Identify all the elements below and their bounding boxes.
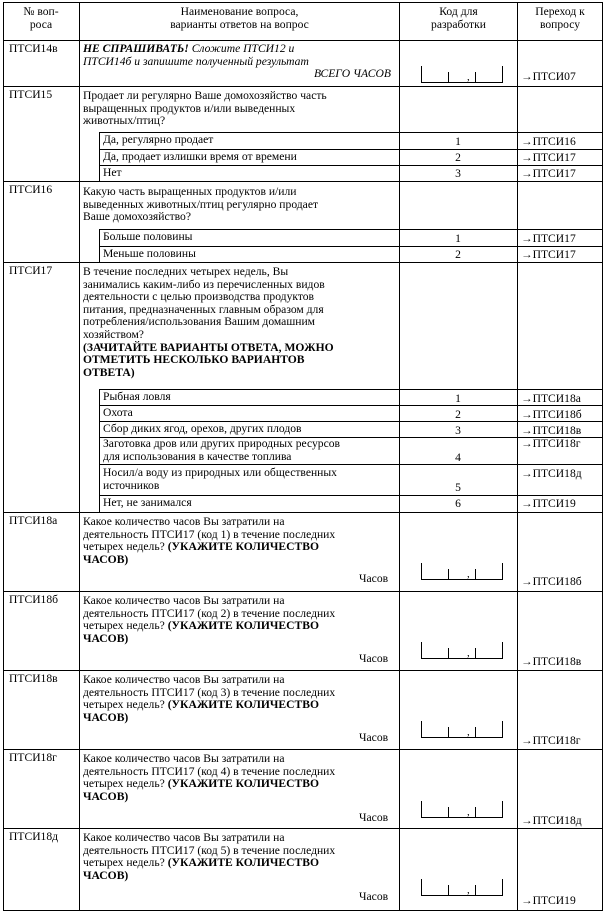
- question-text: Какое количество часов Вы затратили на деятельность ПТСИ17 (код 3) в течение последних четырех недель? (УКАЖИТЕ КОЛИЧЕСТВО ЧАСОВ): [83, 673, 336, 724]
- questionnaire-table: [3, 2, 603, 911]
- answer-code: 1: [455, 392, 461, 405]
- unit-label: Часов: [359, 890, 389, 903]
- goto-target: →ПТСИ17: [521, 232, 576, 245]
- answer-code: 3: [455, 167, 461, 180]
- answer-option[interactable]: Носил/а воду из природных или общественных источников: [103, 466, 337, 492]
- answer-code: 1: [455, 232, 461, 245]
- goto-target: →ПТСИ18г: [521, 734, 581, 747]
- answer-code: 6: [455, 497, 461, 510]
- table-border: [3, 181, 603, 182]
- question-text: Какую часть выращенных продуктов и/или выведенных животных/птиц регулярно продает Ваше домохозяйство?: [83, 185, 319, 224]
- table-border: [3, 670, 603, 671]
- hours-entry-box[interactable]: ,: [421, 721, 503, 738]
- header-num: № воп- роса: [23, 5, 59, 31]
- table-border: [79, 2, 80, 911]
- question-text: НЕ СПРАШИВАТЬ! Сложите ПТСИ12 и ПТСИ14б и запишите полученный результат ВСЕГО ЧАСОВ: [83, 42, 391, 81]
- answer-code: 3: [455, 424, 461, 437]
- goto-target: →ПТСИ19: [521, 894, 576, 907]
- question-number: ПТСИ15: [9, 88, 53, 101]
- goto-target: →ПТСИ17: [521, 248, 576, 261]
- answer-code: 2: [455, 248, 461, 261]
- answer-option[interactable]: Рыбная ловля: [103, 390, 171, 403]
- question-number: ПТСИ18б: [9, 593, 59, 606]
- answer-option[interactable]: Нет, не занимался: [103, 496, 192, 509]
- question-text: Какое количество часов Вы затратили на деятельность ПТСИ17 (код 2) в течение последних четырех недель? (УКАЖИТЕ КОЛИЧЕСТВО ЧАСОВ): [83, 594, 336, 645]
- question-number: ПТСИ18д: [9, 830, 59, 843]
- question-text: Какое количество часов Вы затратили на деятельность ПТСИ17 (код 5) в течение последних четырех недель? (УКАЖИТЕ КОЛИЧЕСТВО ЧАСОВ): [83, 831, 336, 882]
- unit-label: Часов: [359, 572, 389, 585]
- header-code: Код для разработки: [431, 5, 486, 31]
- table-border: [3, 828, 603, 829]
- question-number: ПТСИ16: [9, 183, 53, 196]
- unit-label: Часов: [359, 652, 389, 665]
- table-border: [399, 2, 400, 911]
- answer-option[interactable]: Больше половины: [103, 230, 193, 243]
- answer-code: 4: [455, 451, 461, 464]
- goto-target: →ПТСИ18в: [521, 424, 582, 437]
- answer-option[interactable]: Нет: [103, 166, 122, 179]
- question-text: В течение последних четырех недель, Вы занимались каким-либо из перечисленных видов деятельности с целью производства продуктов питания, предназначенных главным образом для потребления/использования Вашим домашним хозяйством? (ЗАЧИТАЙТЕ ВАРИАНТЫ ОТВЕТА, МОЖНО ОТМЕТИТЬ НЕСКОЛЬКО ВАРИАНТОВ ОТВЕТА): [83, 265, 334, 379]
- question-text: Какое количество часов Вы затратили на деятельность ПТСИ17 (код 1) в течение последних четырех недель? (УКАЖИТЕ КОЛИЧЕСТВО ЧАСОВ): [83, 515, 336, 566]
- answer-option[interactable]: Да, регулярно продает: [103, 133, 214, 146]
- hours-entry-box[interactable]: ,: [421, 879, 503, 896]
- unit-label: Часов: [359, 811, 389, 824]
- answer-option[interactable]: Да, продает излишки время от времени: [103, 150, 297, 163]
- hours-entry-box[interactable]: ,: [421, 66, 503, 83]
- goto-target: →ПТСИ18б: [521, 408, 582, 421]
- question-text: Продает ли регулярно Ваше домохозяйство часть выращенных продуктов и/или выведенных животных/птиц?: [83, 89, 327, 128]
- goto-target: →ПТСИ18в: [521, 655, 582, 668]
- question-text: Какое количество часов Вы затратили на деятельность ПТСИ17 (код 4) в течение последних четырех недель? (УКАЖИТЕ КОЛИЧЕСТВО ЧАСОВ): [83, 752, 336, 803]
- answer-option[interactable]: Заготовка дров или других природных ресурсов для использования в качестве топлива: [103, 437, 340, 463]
- goto-target: →ПТСИ18а: [521, 392, 581, 405]
- goto-target: →ПТСИ18г: [521, 437, 581, 450]
- table-border: [3, 262, 603, 263]
- table-border: [3, 40, 603, 41]
- question-number: ПТСИ18г: [9, 751, 57, 764]
- question-number: ПТСИ14в: [9, 42, 58, 55]
- answer-code: 1: [455, 135, 461, 148]
- question-number: ПТСИ18а: [9, 514, 58, 527]
- table-border: [3, 2, 603, 3]
- goto-target: →ПТСИ17: [521, 151, 576, 164]
- answer-code: 5: [455, 481, 461, 494]
- goto-target: →ПТСИ07: [521, 70, 576, 83]
- goto-target: →ПТСИ18д: [521, 467, 582, 480]
- table-border: [3, 591, 603, 592]
- table-border: [3, 86, 603, 87]
- unit-label: Часов: [359, 731, 389, 744]
- goto-target: →ПТСИ19: [521, 497, 576, 510]
- table-border: [3, 910, 603, 911]
- goto-target: →ПТСИ18д: [521, 814, 582, 827]
- question-number: ПТСИ18в: [9, 672, 58, 685]
- goto-target: →ПТСИ16: [521, 135, 576, 148]
- table-border: [517, 2, 518, 911]
- answer-code: 2: [455, 408, 461, 421]
- goto-target: →ПТСИ18б: [521, 575, 582, 588]
- answer-code: 2: [455, 151, 461, 164]
- hours-entry-box[interactable]: ,: [421, 563, 503, 580]
- hours-entry-box[interactable]: ,: [421, 801, 503, 818]
- table-border: [3, 2, 4, 911]
- answer-option[interactable]: Меньше половины: [103, 247, 196, 260]
- answer-option[interactable]: Сбор диких ягод, орехов, других плодов: [103, 422, 302, 435]
- hours-entry-box[interactable]: ,: [421, 642, 503, 659]
- answer-option[interactable]: Охота: [103, 406, 133, 419]
- header-goto: Переход к вопросу: [535, 5, 585, 31]
- goto-target: →ПТСИ17: [521, 167, 576, 180]
- header-name: Наименование вопроса, варианты ответов на вопрос: [170, 5, 309, 31]
- question-number: ПТСИ17: [9, 264, 53, 277]
- table-border: [3, 749, 603, 750]
- table-border: [3, 512, 603, 513]
